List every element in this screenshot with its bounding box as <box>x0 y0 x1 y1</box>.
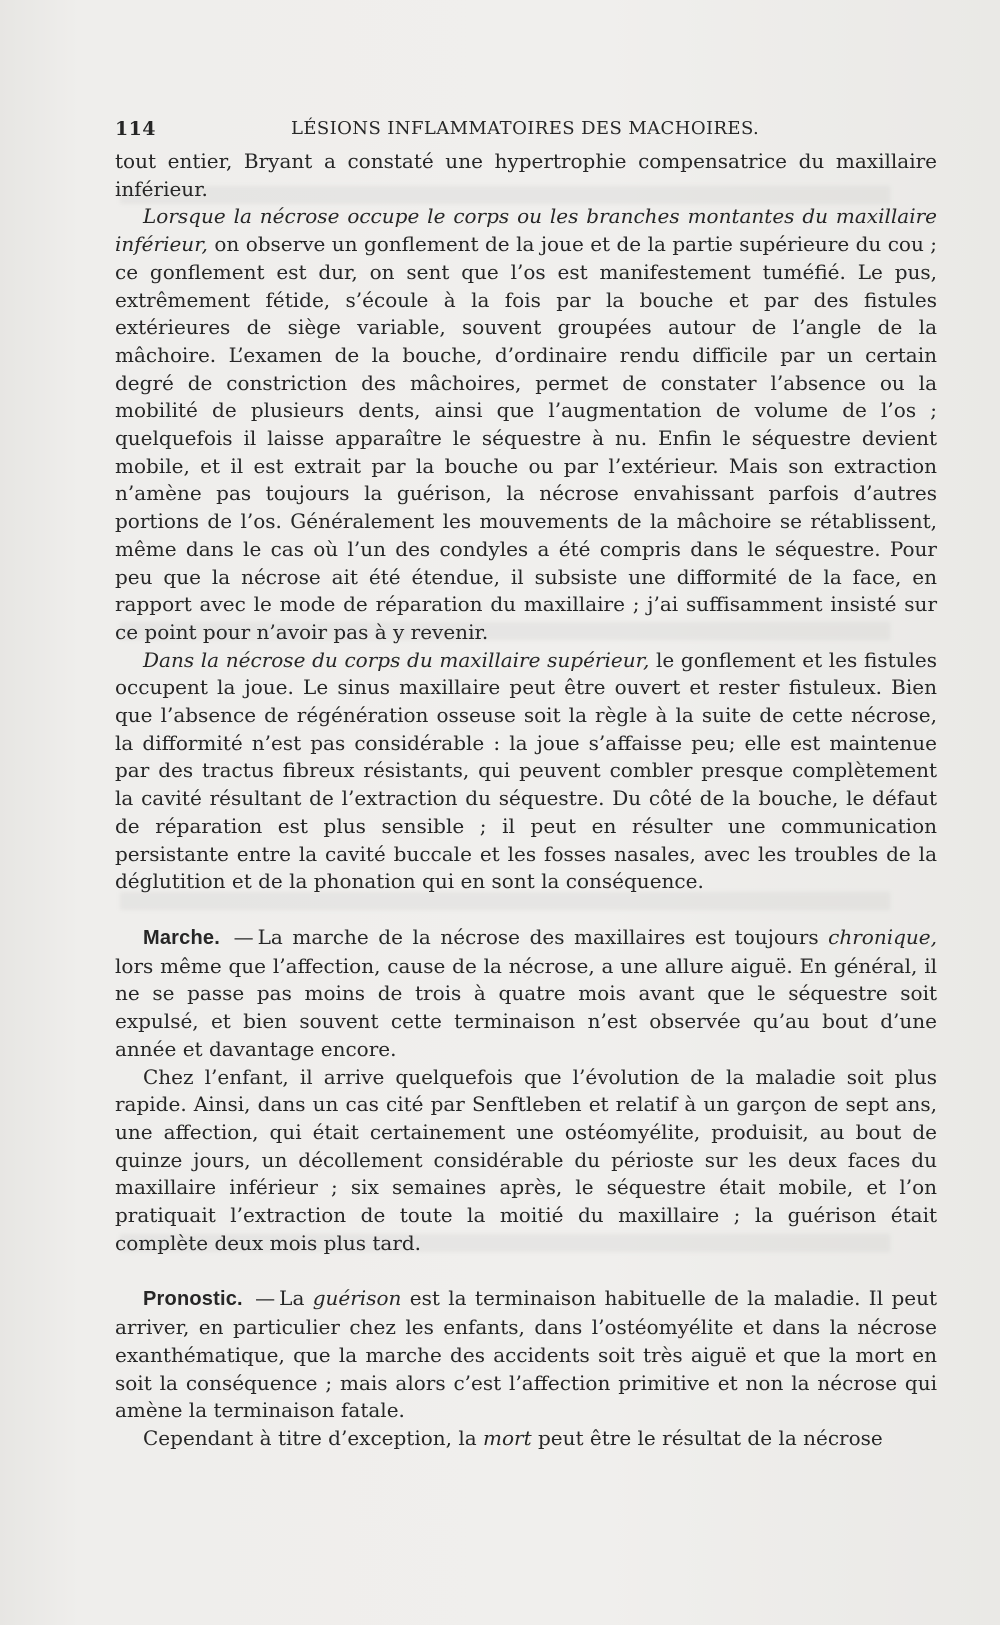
section-pronostic <box>115 1285 937 1425</box>
section-gap <box>115 896 937 924</box>
paragraph-maxillary-necrosis <box>115 647 937 896</box>
paragraph-continuation <box>115 148 937 203</box>
em-dash: — <box>233 924 254 949</box>
paragraph-mandibular-necrosis <box>115 203 937 646</box>
running-head: LÉSIONS INFLAMMATOIRES DES MACHOIRES. <box>291 118 760 139</box>
section-title-pronostic: Pronostic. <box>143 1288 243 1311</box>
section-marche <box>115 924 937 1064</box>
em-dash: — <box>255 1286 276 1311</box>
paragraph-text: on observe un gonflement de la joue et de la partie supérieure du cou ; ce gonflement est dur, on sent que l’os est manifestement tuméfié. Le pus, extrêmement fétide, s’écoule à la fois par la bouche et par des fistules extérieures de siège variable, souvent groupées autour de l’angle de la mâchoire. L’examen de la bouche, d’ordinaire rendu difficile par un certain degré de constriction des mâchoires, permet de constater l’absence ou la mobilité de plusieurs dents, ainsi que l’augmentation de volume de l’os ; quelquefois il laisse apparaître le séquestre à nu. Enfin le séquestre devient mobile, et il est extrait par la bouche ou par l’extérieur. Mais son extraction n’amène pas toujours la guérison, la nécrose envahissant parfois d’autres portions de l’os. Généralement les mouvements de la mâchoire se rétablissent, même dans le cas où l’un des condyles a été compris dans le séquestre. Pour peu que la nécrose ait été étendue, il subsiste une difformité de la face, en rapport avec le mode de réparation du maxillaire ; j’ai suffisamment insisté sur ce point pour n’avoir pas à y revenir. <box>115 232 937 644</box>
italic-lead: Dans la nécrose du corps du maxillaire supérieur, <box>143 647 650 672</box>
paragraph-child-case <box>115 1064 937 1258</box>
paragraph-text: Chez l’enfant, il arrive quelquefois que l’évolution de la maladie soit plus rapide. Ainsi, dans un cas cité par Senftleben et relatif à un garçon de sept ans, une affection, qui était certainement une ostéomyélite, produisit, au bout de quinze jours, un décollement considérable du périoste sur les deux faces du maxillaire inférieur ; six semaines après, le séquestre était mobile, et l’on pratiquait l’extraction de toute la moitié du maxillaire ; la guérison était complète deux mois plus tard. <box>115 1064 937 1255</box>
italic-term: chronique, <box>828 924 937 949</box>
italic-lead: Lorsque la nécrose occupe le corps ou les branches montantes du maxillaire inférieur, <box>115 204 937 257</box>
paragraph-text: lors même que l’affection, cause de la nécrose, a une allure aiguë. En général, il ne se passe pas moins de trois à quatre mois avant que le séquestre soit expulsé, et bien souvent cette terminaison n’est observée qu’au bout d’une année et davantage encore. <box>115 953 937 1061</box>
paragraph-text: tout entier, Bryant a constaté une hypertrophie compensatrice du maxillaire inférieur. <box>115 149 937 201</box>
paragraph-final <box>115 1425 937 1453</box>
paragraph-text: est la terminaison habituelle de la maladie. Il peut arriver, en particulier chez les enfants, dans l’ostéomyélite et dans la nécrose exanthématique, que la marche des accidents soit très aiguë et que la mort en soit la conséquence ; mais alors c’est l’affection primitive et non la nécrose qui amène la terminaison fatale. <box>115 1286 938 1423</box>
page-content <box>115 148 937 1453</box>
paragraph-text: La <box>279 1286 313 1311</box>
section-title-marche: Marche. <box>143 926 220 949</box>
page-header <box>115 118 890 148</box>
section-gap <box>115 1257 937 1285</box>
italic-term: guérison <box>312 1286 402 1311</box>
paragraph-text: La marche de la nécrose des maxillaires est toujours <box>257 924 829 949</box>
paragraph-text: peut être le résultat de la nécrose <box>531 1425 883 1450</box>
paragraph-text: Cependant à titre d’exception, la <box>143 1425 484 1450</box>
page-number: 114 <box>115 118 156 140</box>
italic-term: mort <box>483 1425 532 1450</box>
paragraph-text: le gonflement et les fistules occupent la joue. Le sinus maxillaire peut être ouvert et rester fistuleux. Bien que l’absence de régénération osseuse soit la règle à la suite de cette nécrose, la difformité n’est pas considérable : la joue s’affaisse peu; elle est maintenue par des tractus fibreux résistants, qui peuvent combler presque complètement la cavité résultant de l’extraction du séquestre. Du côté de la bouche, le défaut de réparation est plus sensible ; il peut en résulter une communication persistante entre la cavité buccale et les fosses nasales, avec les troubles de la déglutition et de la phonation qui en sont la conséquence. <box>115 647 937 894</box>
